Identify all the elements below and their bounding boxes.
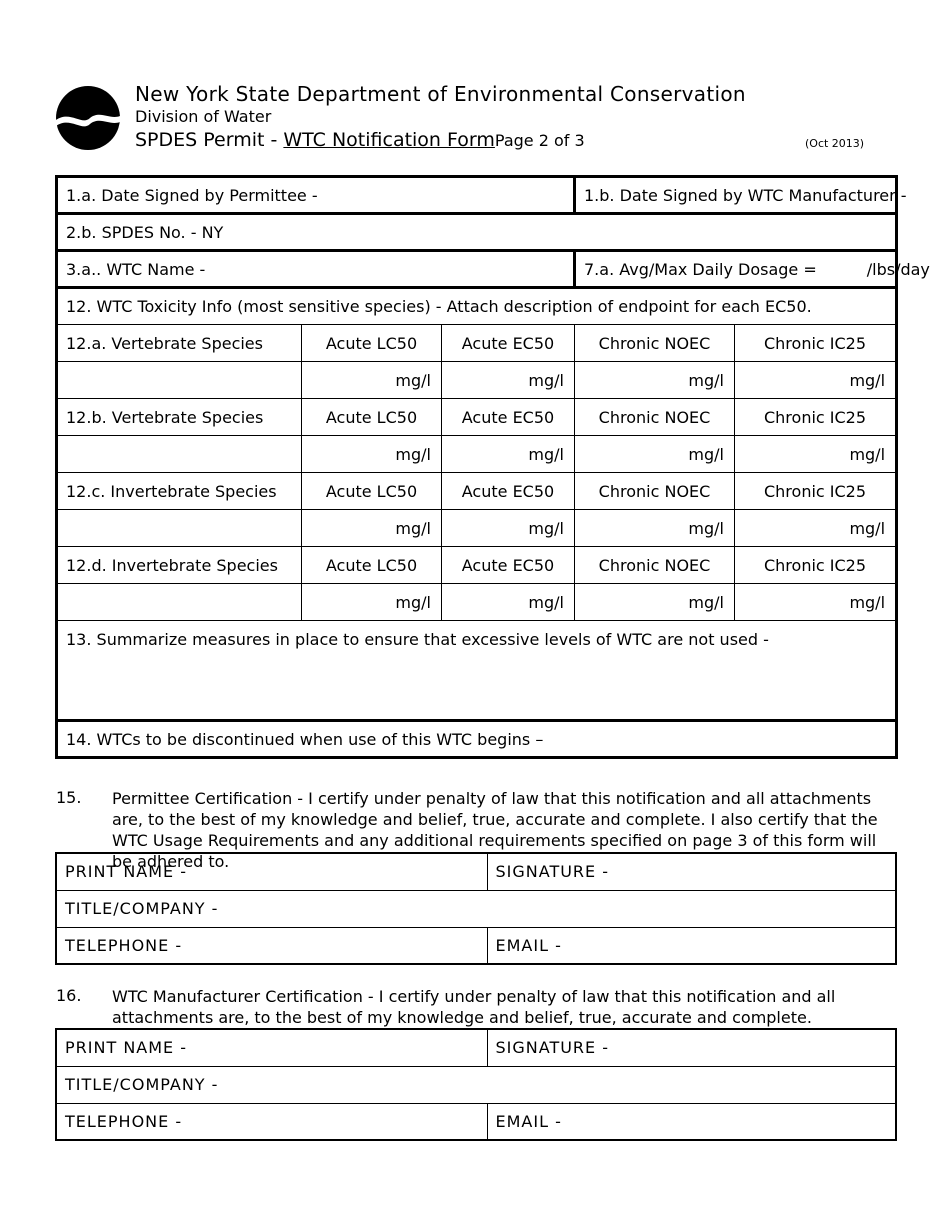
cert15-telephone-field[interactable]: TELEPHONE - bbox=[56, 927, 487, 964]
wtc-name-field[interactable]: 3.a.. WTC Name - bbox=[57, 251, 575, 288]
col-acute-ec50: Acute EC50 bbox=[442, 325, 575, 362]
species-name-input-12a[interactable] bbox=[57, 362, 302, 399]
value-acute-ec50-12b[interactable]: mg/l bbox=[442, 436, 575, 473]
spdes-no-field[interactable]: 2.b. SPDES No. - NY bbox=[57, 214, 897, 251]
cert15-table bbox=[55, 852, 897, 965]
value-acute-lc50-12b[interactable]: mg/l bbox=[302, 436, 442, 473]
value-chronic-ic25-12d[interactable]: mg/l bbox=[735, 584, 897, 621]
cert16-number: 16. bbox=[56, 986, 82, 1005]
species-label-12d: 12.d. Invertebrate Species bbox=[57, 547, 302, 584]
value-acute-lc50-12c[interactable]: mg/l bbox=[302, 510, 442, 547]
value-chronic-noec-12c[interactable]: mg/l bbox=[575, 510, 735, 547]
species-label-12c: 12.c. Invertebrate Species bbox=[57, 473, 302, 510]
cert15-email-field[interactable]: EMAIL - bbox=[487, 927, 896, 964]
form-prefix: SPDES Permit - bbox=[135, 129, 284, 151]
col-chronic-noec: Chronic NOEC bbox=[575, 325, 735, 362]
dosage-slash: / bbox=[866, 259, 873, 279]
value-chronic-ic25-12b[interactable]: mg/l bbox=[735, 436, 897, 473]
value-acute-lc50-12a[interactable]: mg/l bbox=[302, 362, 442, 399]
page-label: Page 2 of 3 bbox=[494, 131, 585, 150]
value-chronic-ic25-12a[interactable]: mg/l bbox=[735, 362, 897, 399]
cert15-title-company-field[interactable]: TITLE/COMPANY - bbox=[56, 890, 896, 927]
col-chronic-ic25: Chronic IC25 bbox=[735, 547, 897, 584]
value-acute-ec50-12c[interactable]: mg/l bbox=[442, 510, 575, 547]
cert15-text: Permittee Certification - I certify under penalty of law that this notification and all attachments are, to the best of my knowledge and belief, true, accurate and complete. I also certify that the WTC Usage Requirements and any additional requirements specified on page 3 of this form will be adhered to. bbox=[112, 789, 878, 871]
revision-date: (Oct 2013) bbox=[805, 137, 865, 150]
col-chronic-ic25: Chronic IC25 bbox=[735, 399, 897, 436]
cert16-print-name-field[interactable]: PRINT NAME - bbox=[56, 1029, 487, 1066]
value-chronic-noec-12a[interactable]: mg/l bbox=[575, 362, 735, 399]
species-name-input-12d[interactable] bbox=[57, 584, 302, 621]
dosage-unit: lbs/day bbox=[872, 259, 930, 279]
cert15-number: 15. bbox=[56, 788, 82, 807]
cert16-text: WTC Manufacturer Certification - I certify under penalty of law that this notification and all attachments are, to the best of my knowledge and belief, true, accurate and complete. bbox=[112, 987, 836, 1027]
col-acute-lc50: Acute LC50 bbox=[302, 473, 442, 510]
cert16-telephone-field[interactable]: TELEPHONE - bbox=[56, 1103, 487, 1140]
col-acute-ec50: Acute EC50 bbox=[442, 473, 575, 510]
date-signed-permittee-field[interactable]: 1.a. Date Signed by Permittee - bbox=[57, 177, 575, 214]
value-acute-lc50-12d[interactable]: mg/l bbox=[302, 584, 442, 621]
col-chronic-noec: Chronic NOEC bbox=[575, 399, 735, 436]
cert15-print-name-field[interactable]: PRINT NAME - bbox=[56, 853, 487, 890]
cert16-title-company-field[interactable]: TITLE/COMPANY - bbox=[56, 1066, 896, 1103]
cert16-signature-field[interactable]: SIGNATURE - bbox=[487, 1029, 896, 1066]
species-name-input-12c[interactable] bbox=[57, 510, 302, 547]
form-title-line bbox=[135, 129, 585, 151]
wtc-notification-table bbox=[55, 175, 930, 759]
col-chronic-noec: Chronic NOEC bbox=[575, 473, 735, 510]
species-label-12b: 12.b. Vertebrate Species bbox=[57, 399, 302, 436]
value-chronic-noec-12d[interactable]: mg/l bbox=[575, 584, 735, 621]
form-title: WTC Notification Form bbox=[283, 129, 495, 151]
cert16-email-field[interactable]: EMAIL - bbox=[487, 1103, 896, 1140]
col-acute-lc50: Acute LC50 bbox=[302, 399, 442, 436]
daily-dosage-field[interactable] bbox=[575, 251, 930, 288]
discontinued-wtcs-field[interactable]: 14. WTCs to be discontinued when use of this WTC begins – bbox=[57, 721, 897, 758]
col-acute-ec50: Acute EC50 bbox=[442, 399, 575, 436]
value-chronic-ic25-12c[interactable]: mg/l bbox=[735, 510, 897, 547]
toxicity-header: 12. WTC Toxicity Info (most sensitive species) - Attach description of endpoint for each EC50. bbox=[57, 288, 897, 325]
cert16-table bbox=[55, 1028, 897, 1141]
date-signed-manufacturer-field[interactable]: 1.b. Date Signed by WTC Manufacturer - bbox=[575, 177, 897, 214]
dosage-label: 7.a. Avg/Max Daily Dosage = bbox=[584, 259, 817, 279]
measures-field[interactable]: 13. Summarize measures in place to ensure that excessive levels of WTC are not used - bbox=[57, 621, 897, 721]
division-name: Division of Water bbox=[135, 107, 272, 126]
species-name-input-12b[interactable] bbox=[57, 436, 302, 473]
agency-name: New York State Department of Environmental Conservation bbox=[135, 82, 746, 106]
cert15-signature-field[interactable]: SIGNATURE - bbox=[487, 853, 896, 890]
col-acute-ec50: Acute EC50 bbox=[442, 547, 575, 584]
col-chronic-ic25: Chronic IC25 bbox=[735, 473, 897, 510]
col-chronic-noec: Chronic NOEC bbox=[575, 547, 735, 584]
col-acute-lc50: Acute LC50 bbox=[302, 547, 442, 584]
nys-dec-logo-icon bbox=[56, 86, 120, 150]
col-chronic-ic25: Chronic IC25 bbox=[735, 325, 897, 362]
col-acute-lc50: Acute LC50 bbox=[302, 325, 442, 362]
value-acute-ec50-12a[interactable]: mg/l bbox=[442, 362, 575, 399]
species-label-12a: 12.a. Vertebrate Species bbox=[57, 325, 302, 362]
value-acute-ec50-12d[interactable]: mg/l bbox=[442, 584, 575, 621]
value-chronic-noec-12b[interactable]: mg/l bbox=[575, 436, 735, 473]
